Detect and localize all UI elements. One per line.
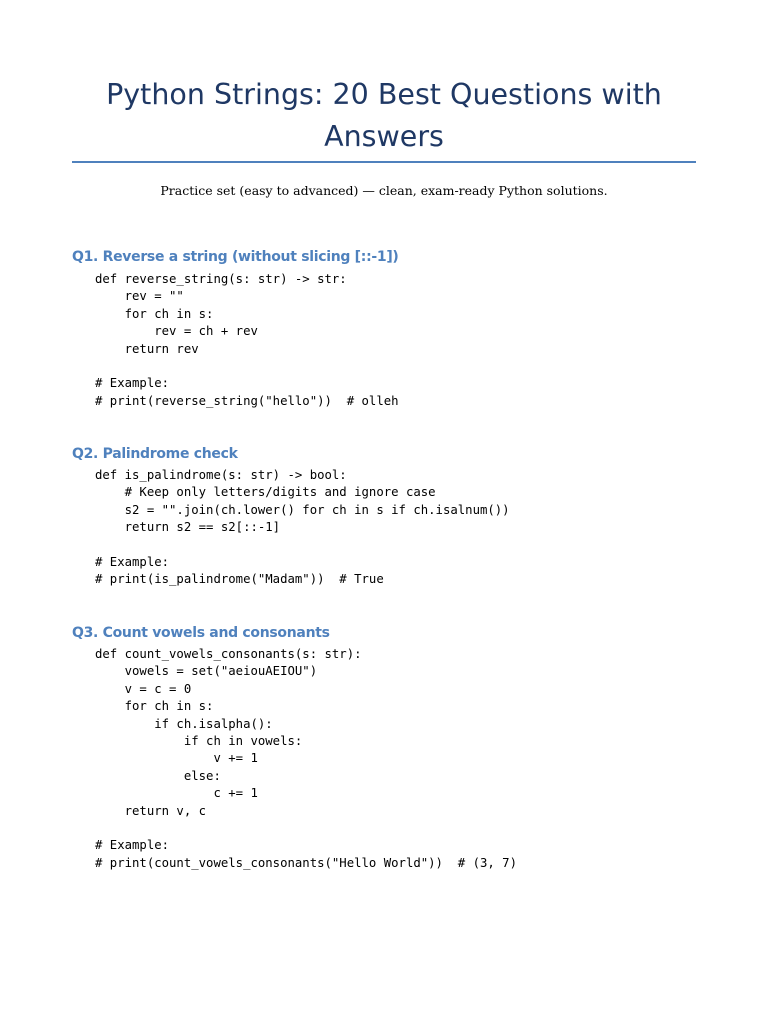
question-2-heading: Q2. Palindrome check [72, 446, 238, 462]
page-title: Python Strings: 20 Best Questions with Answers [106, 78, 662, 153]
question-1-heading: Q1. Reverse a string (without slicing [::-1]) [72, 249, 399, 265]
question-2-code: def is_palindrome(s: str) -> bool: # Keep only letters/digits and ignore case s2 = "".join(ch.lower() for ch in s if ch.isalnum()) return s2 == s2[::-1] # Example: # print(is_palindrome("Madam")) # True [95, 468, 510, 587]
question-1-code: def reverse_string(s: str) -> str: rev = "" for ch in s: rev = ch + rev return rev # Example: # print(reverse_string("hello")) # olleh [95, 272, 399, 408]
question-3-code: def count_vowels_consonants(s: str): vowels = set("aeiouAEIOU") v = c = 0 for ch in s: if ch.isalpha(): if ch in vowels: v += 1 else: c += 1 return v, c # Example: # print(count_vowels_consonants("Hello World")) # (3, 7) [95, 647, 517, 870]
question-3-heading: Q3. Count vowels and consonants [72, 625, 330, 641]
title-divider [72, 161, 696, 163]
page-subtitle: Practice set (easy to advanced) — clean, exam-ready Python solutions. [160, 183, 608, 198]
